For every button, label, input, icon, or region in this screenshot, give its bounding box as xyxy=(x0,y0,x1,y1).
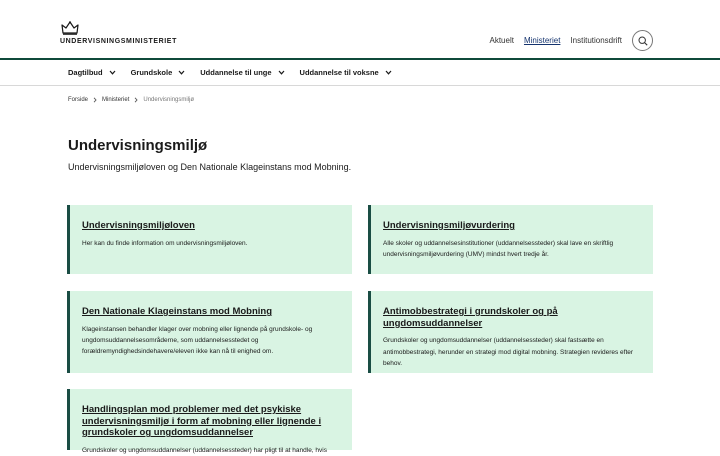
search-icon xyxy=(638,36,648,46)
nav-item-label: Uddannelse til unge xyxy=(200,68,272,77)
site-logo[interactable] xyxy=(60,21,177,45)
main-navigation xyxy=(0,60,720,86)
topnav-link-institutionsdrift[interactable]: Institutionsdrift xyxy=(570,36,622,45)
card-text: Grundskoler og ungdomsuddannelser (uddannelsessteder) skal fastsætte en antimobbestrategi, herunder en strategi mod digital mobning. Strategien revideres efter behov. xyxy=(383,337,634,367)
breadcrumb-link-ministeriet[interactable]: Ministeriet xyxy=(102,97,130,103)
nav-item-grundskole[interactable] xyxy=(131,68,186,77)
topnav-link-ministeriet[interactable]: Ministeriet xyxy=(523,36,561,45)
card-title[interactable]: Undervisningsmiljøloven xyxy=(82,220,195,231)
breadcrumb-link-forside[interactable]: Forside xyxy=(68,97,89,103)
card-handlingsplan[interactable] xyxy=(67,389,352,454)
card-text: Her kan du finde information om undervisningsmiljøloven. xyxy=(82,239,248,247)
card-undervisningsmiljoloven[interactable] xyxy=(67,205,352,274)
card-title[interactable]: Den Nationale Klageinstans mod Mobning xyxy=(82,306,273,317)
chevron-down-icon xyxy=(178,70,185,75)
card-title[interactable]: Undervisningsmiljøvurdering xyxy=(383,220,515,231)
card-text: Grundskoler og ungdomsuddannelser (uddannelsessteder) har pligt til at handle, hvis xyxy=(82,446,327,454)
topnav-link-aktuelt[interactable]: Aktuelt xyxy=(489,36,514,45)
card-undervisningsmiljovurdering[interactable] xyxy=(368,205,653,274)
card-title[interactable]: Antimobbestrategi i grundskoler og på ungdomsuddannelser xyxy=(383,306,558,329)
page-lead: Undervisningsmiljøloven og Den Nationale Klageinstans mod Mobning. xyxy=(68,162,352,172)
chevron-right-icon xyxy=(134,97,138,103)
card-text: Alle skoler og uddannelsesinstitutioner (uddannelsessteder) skal lave en skriftlig undervisningsmiljøvurdering (UMV) mindst hvert tredje år. xyxy=(383,239,614,258)
nav-item-label: Uddannelse til voksne xyxy=(299,68,379,77)
card-text: Klageinstansen behandler klager over mobning eller lignende på grundskole- og ungdomsuddannelsesområderne, som uddannelsesstedet og forældremyndighedsindehavere/eleven ikke kan nå til enighed om. xyxy=(82,325,313,356)
logo-text: UNDERVISNINGSMINISTERIET xyxy=(60,38,177,45)
nav-item-label: Grundskole xyxy=(130,68,173,77)
card-title[interactable]: Handlingsplan mod problemer med det psykiske undervisningsmiljø i form af mobning eller lignende i grundskoler og ungdomsuddannelser xyxy=(82,404,322,439)
card-antimobbestrategi[interactable] xyxy=(368,291,653,373)
chevron-down-icon xyxy=(109,70,116,75)
site-header xyxy=(0,0,720,60)
search-button[interactable] xyxy=(632,30,653,51)
breadcrumb-current: Undervisningsmiljø xyxy=(143,97,195,103)
nav-item-label: Dagtilbud xyxy=(68,68,103,77)
page-title: Undervisningsmiljø xyxy=(68,137,208,154)
breadcrumb xyxy=(68,97,194,103)
card-klageinstans-mod-mobning[interactable] xyxy=(67,291,352,373)
chevron-right-icon xyxy=(93,97,97,103)
top-navigation xyxy=(490,36,623,45)
chevron-down-icon xyxy=(385,70,392,75)
nav-item-uddannelse-til-voksne[interactable] xyxy=(300,68,392,77)
crown-icon xyxy=(61,21,79,35)
nav-item-uddannelse-til-unge[interactable] xyxy=(200,68,284,77)
chevron-down-icon xyxy=(278,70,285,75)
nav-item-dagtilbud[interactable] xyxy=(68,68,116,77)
